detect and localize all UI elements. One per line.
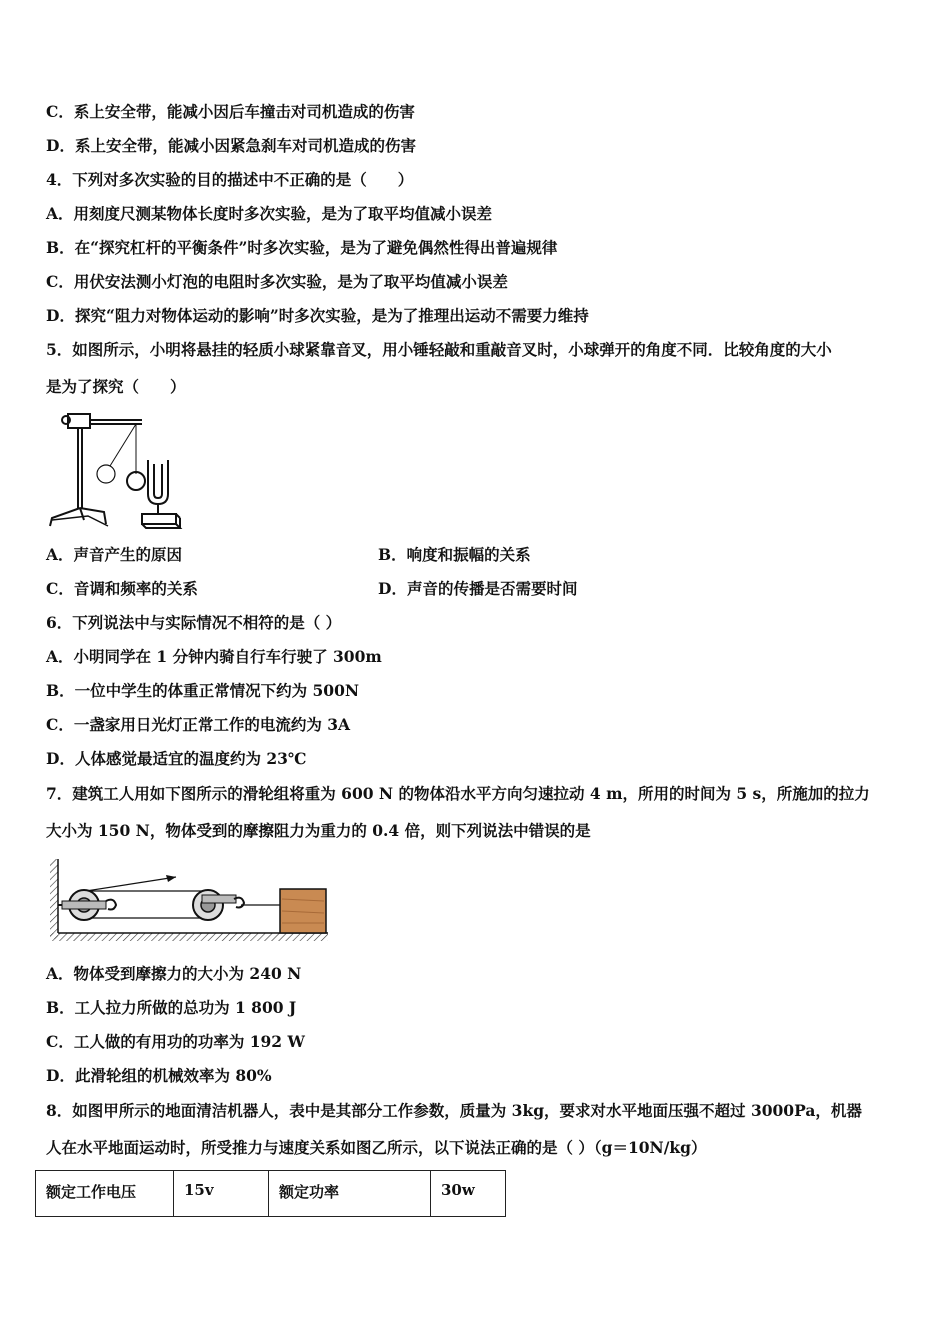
q6-option-d: D．人体感觉最适宜的温度约为 23℃ [46,749,307,768]
q3-option-c: C．系上安全带，能减小因后车撞击对司机造成的伤害 [46,102,415,121]
q5-option-a: A．声音产生的原因 [46,545,183,564]
q4-stem: 4．下列对多次实验的目的描述中不正确的是（ ） [46,170,414,189]
q5-stem-line2: 是为了探究（ ） [46,377,186,396]
robot-params-table [35,1170,506,1217]
q4-option-d: D．探究“阻力对物体运动的影响”时多次实验，是为了推理出运动不需要力维持 [46,306,589,325]
q4-option-a: A．用刻度尺测某物体长度时多次实验，是为了取平均值减小误差 [46,204,493,223]
q5-option-c: C．音调和频率的关系 [46,579,198,598]
q7-stem-line2: 大小为 150 N，物体受到的摩擦阻力为重力的 0.4 倍，则下列说法中错误的是 [46,821,591,840]
table-cell-power-label: 额定功率 [269,1171,431,1217]
table-cell-voltage-value: 15v [174,1171,269,1217]
q5-stem-line1: 5．如图所示，小明将悬挂的轻质小球紧靠音叉，用小锤轻敲和重敲音叉时，小球弹开的角度不同．比较角度的大小 [46,340,832,359]
q8-stem-line2: 人在水平地面运动时，所受推力与速度关系如图乙所示，以下说法正确的是（ ）（g＝10N/kg） [46,1138,707,1157]
q7-option-a: A．物体受到摩擦力的大小为 240 N [46,964,302,983]
q5-option-d: D．声音的传播是否需要时间 [378,579,578,598]
table-cell-power-value: 30w [431,1171,506,1217]
table-row [36,1171,506,1217]
q7-option-d: D．此滑轮组的机械效率为 80% [46,1066,272,1085]
q4-option-c: C．用伏安法测小灯泡的电阻时多次实验，是为了取平均值减小误差 [46,272,508,291]
tuning-fork-figure [44,408,194,533]
q7-option-c: C．工人做的有用功的功率为 192 W [46,1032,305,1051]
q5-option-b: B．响度和振幅的关系 [378,545,531,564]
pulley-system-figure [46,855,336,947]
q8-stem-line1: 8．如图甲所示的地面清洁机器人，表中是其部分工作参数，质量为 3kg，要求对水平地面压强不超过 3000Pa，机器 [46,1101,862,1120]
q3-option-d: D．系上安全带，能减小因紧急刹车对司机造成的伤害 [46,136,416,155]
q7-stem-line1: 7．建筑工人用如下图所示的滑轮组将重为 600 N 的物体沿水平方向匀速拉动 4 m，所用的时间为 5 s，所施加的拉力 [46,784,870,803]
arrow-icon [166,875,176,882]
table-cell-voltage-label: 额定工作电压 [36,1171,174,1217]
q4-option-b: B．在“探究杠杆的平衡条件”时多次实验，是为了避免偶然性得出普遍规律 [46,238,558,257]
q6-stem: 6．下列说法中与实际情况不相符的是（ ） [46,613,342,632]
q6-option-c: C．一盏家用日光灯正常工作的电流约为 3A [46,715,351,734]
q6-option-b: B．一位中学生的体重正常情况下约为 500N [46,681,360,700]
q7-option-b: B．工人拉力所做的总功为 1 800 J [46,998,297,1017]
q6-option-a: A．小明同学在 1 分钟内骑自行车行驶了 300m [46,647,382,666]
